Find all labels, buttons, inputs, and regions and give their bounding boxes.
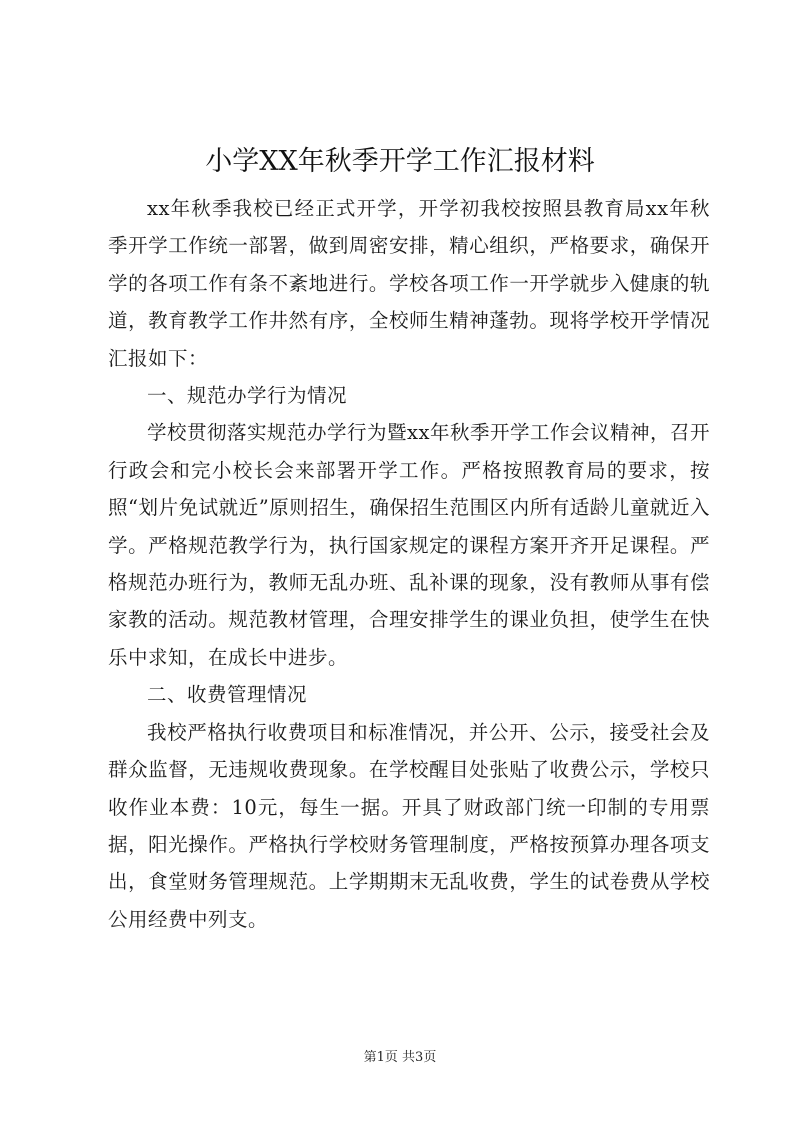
section-paragraph-1: 学校贯彻落实规范办学行为暨xx年秋季开学工作会议精神，召开行政会和完小校长会来部署开学工作。严格按照教育局的要求，按照“划片免试就近”原则招生，确保招生范围区内所有适龄儿童就近入学。严格规范教学行为，执行国家规定的课程方案开齐开足课程。严格规范办班行为，教师无乱办班、乱补课的现象，没有教师从事有偿家教的活动。规范教材管理，合理安排学生的课业负担，使学生在快乐中求知，在成长中进步。 (108, 421, 710, 669)
document-title: 小学XX年秋季开学工作汇报材料 (205, 146, 595, 177)
page-number-footer: 第1页 共3页 (363, 1050, 437, 1065)
section-heading-1: 一、规范办学行为情况 (147, 384, 348, 408)
intro-paragraph: xx年秋季我校已经正式开学，开学初我校按照县教育局xx年秋季开学工作统一部署，做到周密安排，精心组织，严格要求，确保开学的各项工作有条不紊地进行。学校各项工作一开学就步入健康的轨道，教育教学工作井然有序，全校师生精神蓬勃。现将学校开学情况汇报如下： (108, 197, 710, 370)
document-body (108, 190, 710, 938)
section-heading-2: 二、收费管理情况 (147, 683, 308, 707)
section-paragraph-2: 我校严格执行收费项目和标准情况，并公开、公示，接受社会及群众监督，无违规收费现象。在学校醒目处张贴了收费公示，学校只收作业本费：10元，每生一据。开具了财政部门统一印制的专用票据，阳光操作。严格执行学校财务管理制度，严格按预算办理各项支出，食堂财务管理规范。上学期期末无乱收费，学生的试卷费从学校公用经费中列支。 (108, 720, 710, 931)
